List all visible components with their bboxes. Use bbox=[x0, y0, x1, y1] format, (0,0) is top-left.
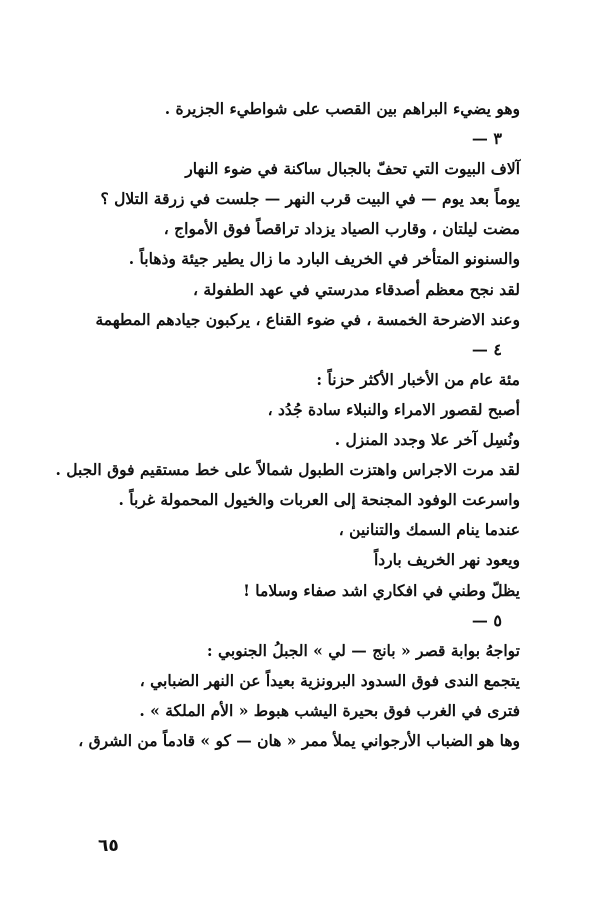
text-line: واسرعت الوفود المجنحة إلى العربات والخيول المحمولة غرباً . bbox=[118, 490, 520, 510]
text-line: يتجمع الندى فوق السدود البرونزية بعيداً عن النهر الضبابي ، bbox=[139, 670, 520, 690]
text-line: وها هو الضباب الأرجواني يملأ ممر « هان — كو » قادماً من الشرق ، bbox=[78, 730, 520, 750]
text-line: آلاف البيوت التي تحفّ بالجبال ساكنة في ضوء النهار bbox=[185, 159, 520, 179]
text-line: أصبح لقصور الامراء والنبلاء سادة جُدُد ، bbox=[267, 399, 520, 419]
text-line: والسنونو المتأخر في الخريف البارد ما زال يطير جيئة وذهاباً . bbox=[128, 249, 520, 269]
text-line: تواجهُ بوابة قصر « بانج — لي » الجبلُ الجنوبي : bbox=[206, 640, 520, 660]
page-number: ٦٥ bbox=[98, 836, 119, 856]
text-line: لقد نجح معظم أصدقاء مدرستي في عهد الطفولة ، bbox=[192, 279, 520, 299]
section-number: ٣ — bbox=[471, 129, 502, 149]
section-number: ٤ — bbox=[471, 339, 502, 359]
text-line: يظلّ وطني في افكاري اشد صفاء وسلاما ! bbox=[243, 580, 520, 600]
text-line: مئة عام من الأخبار الأكثر حزناً : bbox=[316, 369, 520, 389]
text-line: يوماً بعد يوم — في البيت قرب النهر — جلست في زرقة التلال ؟ bbox=[100, 189, 520, 209]
text-line: وهو يضيء البراهم بين القصب على شواطيء الجزيرة . bbox=[164, 99, 520, 118]
text-line: وعند الاضرحة الخمسة ، في ضوء القناع ، يركبون جيادهم المطهمة bbox=[95, 309, 520, 329]
section-number: ٥ — bbox=[471, 610, 502, 630]
poem-text bbox=[50, 96, 520, 758]
text-line: فترى في الغرب فوق بحيرة اليشب هبوط « الأم الملكة » . bbox=[139, 700, 520, 720]
text-line: مضت ليلتان ، وقارب الصياد يزداد تراقصاً فوق الأمواج ، bbox=[163, 219, 520, 239]
text-line: عندما ينام السمك والتنانين ، bbox=[338, 520, 520, 540]
text-line: لقد مرت الاجراس واهتزت الطبول شمالاً على خط مستقيم فوق الجبل . bbox=[55, 460, 520, 480]
text-line: ويعود نهر الخريف بارداً bbox=[373, 550, 520, 570]
text-line: ونُسِل آخر علا وجدد المنزل . bbox=[334, 430, 520, 450]
